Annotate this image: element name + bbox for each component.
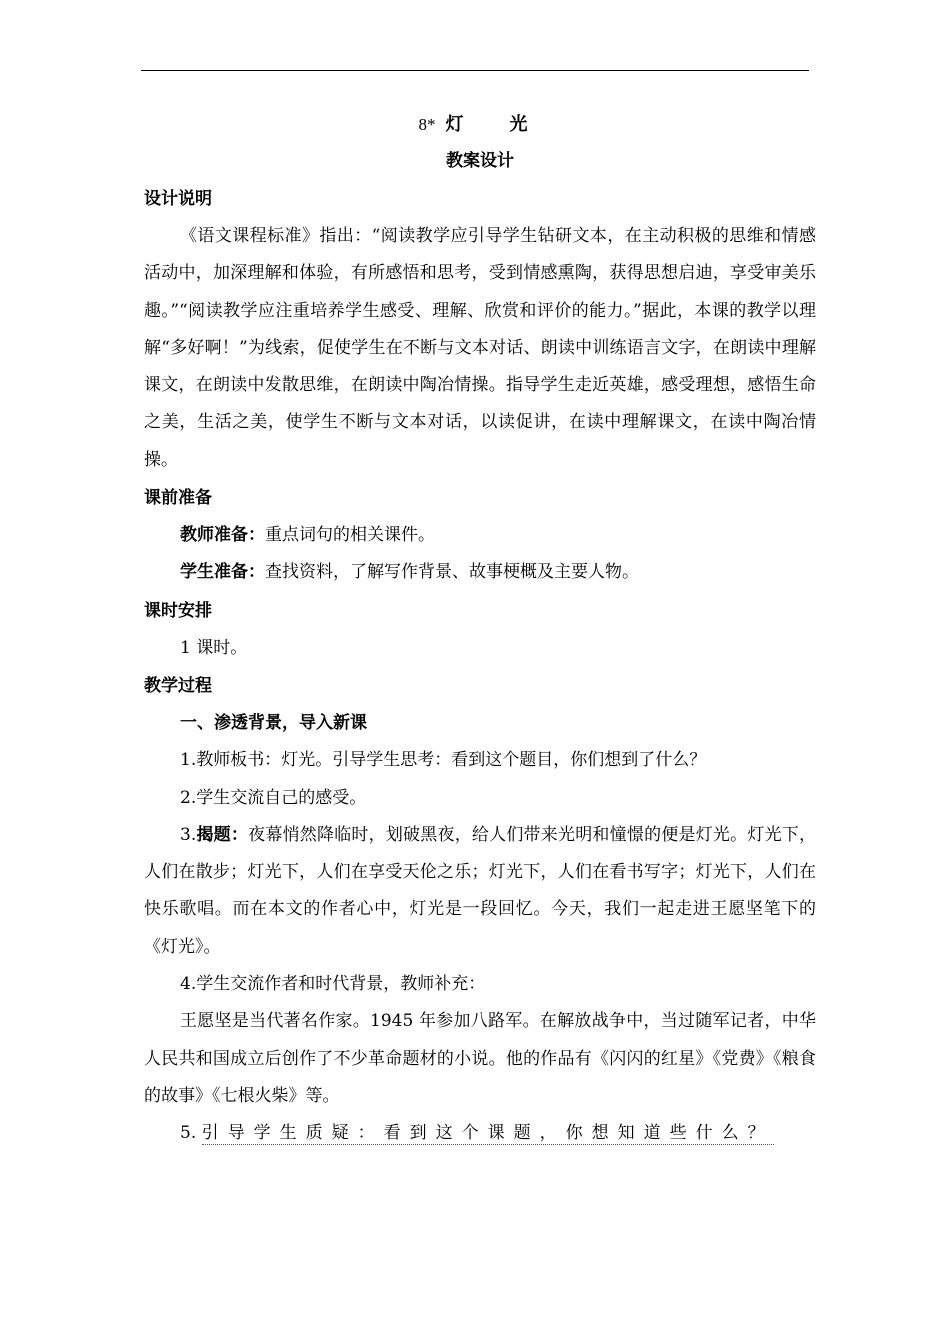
- student-prep-text: 查找资料，了解写作背景、故事梗概及主要人物。: [265, 562, 639, 583]
- process-step-5-text: 引导学生质疑：看到这个课题，你想知道些什么？: [201, 1123, 774, 1144]
- author-paragraph: 王愿坚是当代著名作家。1945 年参加八路军。在解放战争中，当过随军记者，中华人民共和国成立后创作了不少革命题材的小说。他的作品有《闪闪的红星》《党费》《粮食的故事》《七根火柴》等。: [144, 1011, 816, 1106]
- student-prep-label: 学生准备：: [180, 562, 265, 583]
- lesson-subtitle: 教案设计: [446, 151, 514, 171]
- lesson-title: [144, 108, 816, 142]
- process-step-4: 4.学生交流作者和时代背景，教师补充：: [180, 974, 486, 995]
- process-step-3: [144, 817, 816, 966]
- process-step-5-number: 5.: [180, 1123, 197, 1144]
- process-step-2: 2.学生交流自己的感受。: [180, 787, 367, 808]
- teacher-prep: [144, 517, 816, 554]
- process-step-1: 1.教师板书：灯光。引导学生思考：看到这个题目，你们想到了什么？: [180, 750, 707, 771]
- teacher-prep-label: 教师准备：: [180, 525, 265, 546]
- section-heading-design: 设计说明: [144, 189, 212, 209]
- section-heading-prep: 课前准备: [144, 488, 212, 509]
- document-page: [144, 108, 816, 1153]
- schedule-text: 1 课时。: [180, 637, 248, 658]
- process-step-5: [144, 1115, 816, 1152]
- process-part-1: 一、渗透背景，导入新课: [180, 712, 367, 733]
- section-heading-schedule: 课时安排: [144, 600, 212, 621]
- section-heading-process: 教学过程: [144, 675, 212, 696]
- process-step-3-text: 夜幕悄然降临时，划破黑夜，给人们带来光明和憧憬的便是灯光。灯光下，人们在散步；灯光下，人们在享受天伦之乐；灯光下，人们在看书写字；灯光下，人们在快乐歌唱。而在本文的作者心中，灯光是一段回忆。今天，我们一起走进王愿坚笔下的《灯光》。: [144, 824, 817, 957]
- lesson-number: 8*: [418, 115, 436, 134]
- student-prep: [144, 554, 816, 591]
- header-rule: [141, 70, 809, 71]
- design-paragraph: 《语文课程标准》指出：“阅读教学应引导学生钻研文本，在主动积极的思维和情感活动中，加深理解和体验，有所感悟和思考，受到情感熏陶，获得思想启迪，享受审美乐趣。”“阅读教学应注重培养学生感受、理解、欣赏和评价的能力。”据此，本课的教学以理解“多好啊！”为线索，促使学生在不断与文本对话、朗读中训练语言文字，在朗读中理解课文，在朗读中发散思维，在朗读中陶冶情操。指导学生走近英雄，感受理想，感悟生命之美，生活之美，使学生不断与文本对话，以读促讲，在读中理解课文，在读中陶冶情操。: [144, 226, 816, 470]
- process-step-3-number: 3.: [180, 824, 197, 845]
- lesson-title-text: 灯 光: [445, 114, 542, 135]
- teacher-prep-text: 重点词句的相关课件。: [265, 525, 435, 546]
- process-step-3-label: 揭题：: [196, 824, 249, 845]
